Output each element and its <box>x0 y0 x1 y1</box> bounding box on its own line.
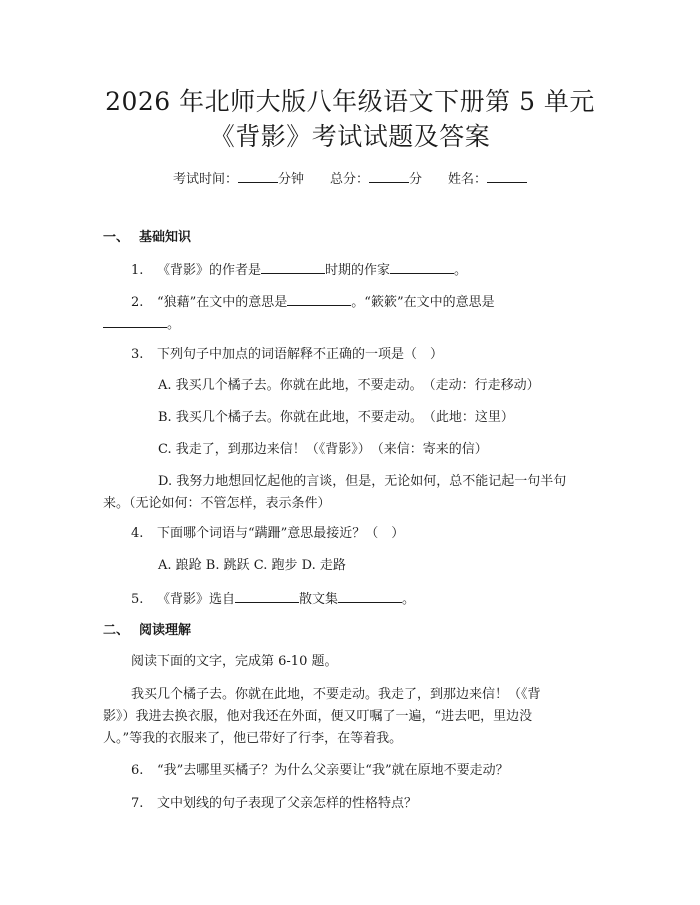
section-number: 一、 <box>103 230 130 245</box>
name-label: 姓名： <box>448 172 488 187</box>
time-unit: 分钟 <box>277 172 304 187</box>
score-label: 总分： <box>329 172 369 187</box>
answer-blank <box>287 293 351 306</box>
option-c: C. 我走了，到那边来信！（《背影》） （来信：寄来的信） <box>158 442 488 457</box>
question-text: 。 <box>402 592 416 607</box>
question-text: 下面哪个词语与“蹒跚”意思最接近？（ ） <box>157 526 405 541</box>
question-number: 6. <box>131 763 144 778</box>
question-number: 1. <box>131 263 144 278</box>
question-number: 7. <box>131 796 144 811</box>
question-text: “狼藉”在文中的意思是 <box>157 295 288 310</box>
answer-blank <box>338 590 402 603</box>
score-blank <box>369 170 409 183</box>
option-b: B. 我买几个橘子去。你就在此地，不要走动。 （此地：这里） <box>158 410 514 425</box>
question-7 <box>131 795 417 813</box>
section-heading-basic <box>103 229 191 247</box>
question-text: 《背影》的作者是 <box>157 263 262 278</box>
question-text: 《背影》选自 <box>157 592 236 607</box>
exam-meta <box>0 168 700 187</box>
question-text: 。 <box>454 263 468 278</box>
exam-title-line-1: 2026 年北师大版八年级语文下册第 5 单元 <box>105 87 595 116</box>
question-2-continued <box>103 315 180 334</box>
question-text: 。“簌簌”在文中的意思是 <box>351 295 495 310</box>
question-text: 下列句子中加点的词语解释不正确的一项是（ ） <box>157 347 444 362</box>
exam-title-line-2: 《背影》考试试题及答案 <box>209 122 491 151</box>
section-number: 二、 <box>103 623 130 638</box>
question-text: “我”去哪里买橘子？为什么父亲要让“我”就在原地不要走动？ <box>157 763 509 778</box>
question-text: 文中划线的句子表现了父亲怎样的性格特点？ <box>157 796 418 811</box>
option-a: A. 我买几个橘子去。你就在此地，不要走动。 （走动：行走移动） <box>158 378 540 393</box>
reading-instructions: 阅读下面的文字，完成第 6-10 题。 <box>131 654 338 669</box>
question-4-options: A. 踉跄 B. 跳跃 C. 跑步 D. 走路 <box>158 558 346 573</box>
question-number: 5. <box>131 592 144 607</box>
question-text: 。 <box>167 317 181 332</box>
question-6 <box>131 762 509 780</box>
section-heading-reading <box>103 622 191 640</box>
time-blank <box>238 170 278 183</box>
passage-line-3: 人。”等我的衣服来了，他已带好了行李，在等着我。 <box>103 731 403 746</box>
question-text: 散文集 <box>299 592 339 607</box>
question-4 <box>131 525 404 543</box>
answer-blank <box>390 261 454 274</box>
passage-line-1: 我买几个橘子去。你就在此地，不要走动。我走了，到那边来信！（《背 <box>131 687 541 702</box>
option-d-continued: 来。（无论如何：不管怎样，表示条件） <box>103 496 331 511</box>
answer-blank <box>261 261 325 274</box>
question-text: 时期的作家 <box>325 263 391 278</box>
question-number: 2. <box>131 295 144 310</box>
question-5 <box>131 590 415 609</box>
question-3 <box>131 346 443 364</box>
score-unit: 分 <box>409 172 423 187</box>
name-blank <box>487 170 527 183</box>
passage-line-2: 影》）我进去换衣服，他对我还在外面，便又叮嘱了一遍，“进去吧，里边没 <box>103 709 533 724</box>
answer-blank <box>235 590 299 603</box>
time-label: 考试时间： <box>172 172 238 187</box>
answer-blank <box>103 315 167 328</box>
question-number: 3. <box>131 347 144 362</box>
question-number: 4. <box>131 526 144 541</box>
section-title: 阅读理解 <box>139 623 192 638</box>
question-1 <box>131 261 467 280</box>
section-title: 基础知识 <box>139 230 192 245</box>
option-d: D. 我努力地想回忆起他的言谈，但是，无论如何，总不能记起一句半句 <box>158 474 567 489</box>
question-2 <box>131 293 495 312</box>
